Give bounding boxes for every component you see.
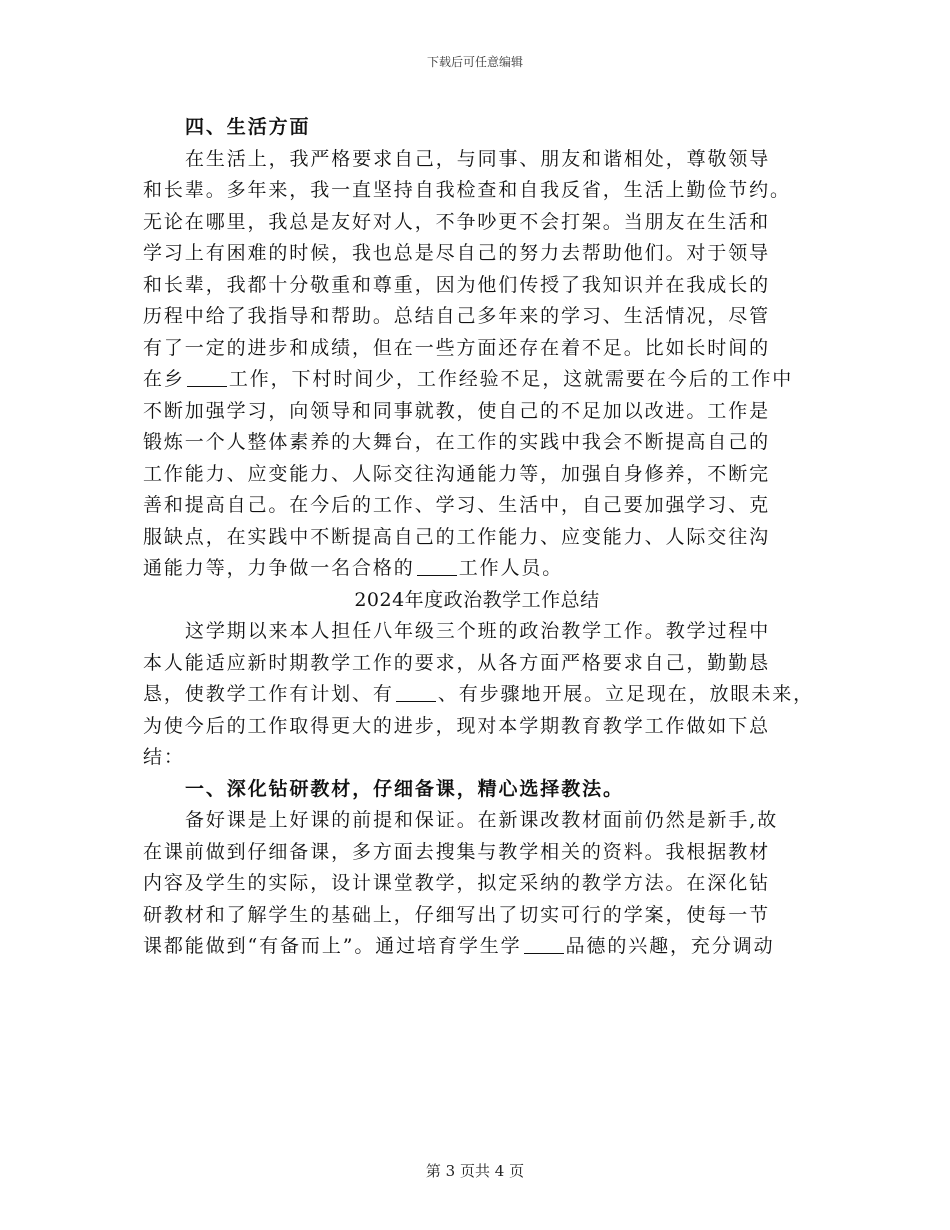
- paragraph-line: 备好课是上好课的前提和保证。在新课改教材面前仍然是新手,故: [185, 809, 779, 831]
- paragraph-line: 学习上有困难的时候，我也总是尽自己的努力去帮助他们。对于领导: [143, 242, 771, 264]
- text-segment: 在乡: [143, 368, 185, 390]
- paragraph-line: 服缺点，在实践中不断提高自己的工作能力、应变能力、人际交往沟: [143, 525, 771, 548]
- paragraph-line: 为使今后的工作取得更大的进步，现对本学期教育教学工作做如下总: [143, 714, 771, 737]
- paragraph-line: [143, 931, 811, 963]
- page-number: 第 3 页共 4 页: [425, 1162, 525, 1180]
- paragraph-line: 研教材和了解学生的基础上，仔细写出了切实可行的学案，使每一节: [143, 903, 771, 926]
- text-segment: 恳，使教学工作有计划、有: [143, 683, 394, 705]
- paragraph-line: 本人能适应新时期教学工作的要求，从各方面严格要求自己，勤勤恳: [143, 651, 771, 674]
- document-title: 2024年度政治教学工作总结: [354, 588, 600, 611]
- text-segment: 工作，下村时间少，工作经验不足，这就需要在今后的工作中: [228, 368, 794, 390]
- paragraph-line: 这学期以来本人担任八年级三个班的政治教学工作。教学过程中: [185, 620, 771, 642]
- paragraph-line: 工作能力、应变能力、人际交往沟通能力等，加强自身修养，不断完: [143, 462, 771, 485]
- text-segment: 品德的兴趣，充分调动: [565, 935, 775, 957]
- paragraph-line: 不断加强学习，向领导和同事就教，使自己的不足加以改进。工作是: [143, 399, 771, 422]
- paragraph-line: 善和提高自己。在今后的工作、学习、生活中，自己要加强学习、克: [143, 494, 771, 516]
- text-segment: 、有步骤地开展。立足现在，放眼未来，: [437, 683, 815, 705]
- paragraph-line: 内容及学生的实际，设计课堂教学，拟定采纳的教学方法。在深化钻: [143, 872, 771, 894]
- document-body: [143, 112, 815, 963]
- section-heading: 一、深化钻研教材，仔细备课，精心选择教法。: [185, 777, 624, 800]
- header-note: 下载后可任意编辑: [426, 55, 523, 69]
- paragraph-line: 无论在哪里，我总是友好对人，不争吵更不会打架。当朋友在生活和: [143, 210, 771, 233]
- fill-blank: [524, 935, 564, 954]
- paragraph-line: [143, 364, 811, 396]
- paragraph-line: 在生活上，我严格要求自己，与同事、朋友和谐相处，尊敬领导: [185, 147, 771, 170]
- paragraph-line: 历程中给了我指导和帮助。总结自己多年来的学习、生活情况，尽管: [143, 305, 771, 327]
- paragraph-line: 和长辈，我都十分敬重和尊重，因为他们传授了我知识并在我成长的: [143, 273, 771, 296]
- section-heading: 四、生活方面: [185, 116, 311, 138]
- paragraph-line: 在课前做到仔细备课，多方面去搜集与教学相关的资料。我根据教材: [143, 840, 771, 863]
- text-segment: 课都能做到“有备而上”。通过培育学生学: [143, 935, 522, 957]
- text-segment: 通能力等，力争做一名合格的: [143, 557, 415, 579]
- paragraph-line: 锻炼一个人整体素养的大舞台，在工作的实践中我会不断提高自己的: [143, 431, 771, 453]
- paragraph-line: 和长辈。多年来，我一直坚持自我检查和自我反省，生活上勤俭节约。: [143, 179, 791, 201]
- paragraph-line: 有了一定的进步和成绩，但在一些方面还存在着不足。比如长时间的: [143, 336, 771, 359]
- text-segment: 工作人员。: [458, 557, 564, 579]
- paragraph-line: [143, 553, 811, 585]
- paragraph-line: [143, 679, 815, 711]
- fill-blank: [396, 683, 436, 702]
- fill-blank: [187, 368, 227, 387]
- paragraph-line: 结：: [143, 746, 185, 768]
- fill-blank: [417, 557, 457, 576]
